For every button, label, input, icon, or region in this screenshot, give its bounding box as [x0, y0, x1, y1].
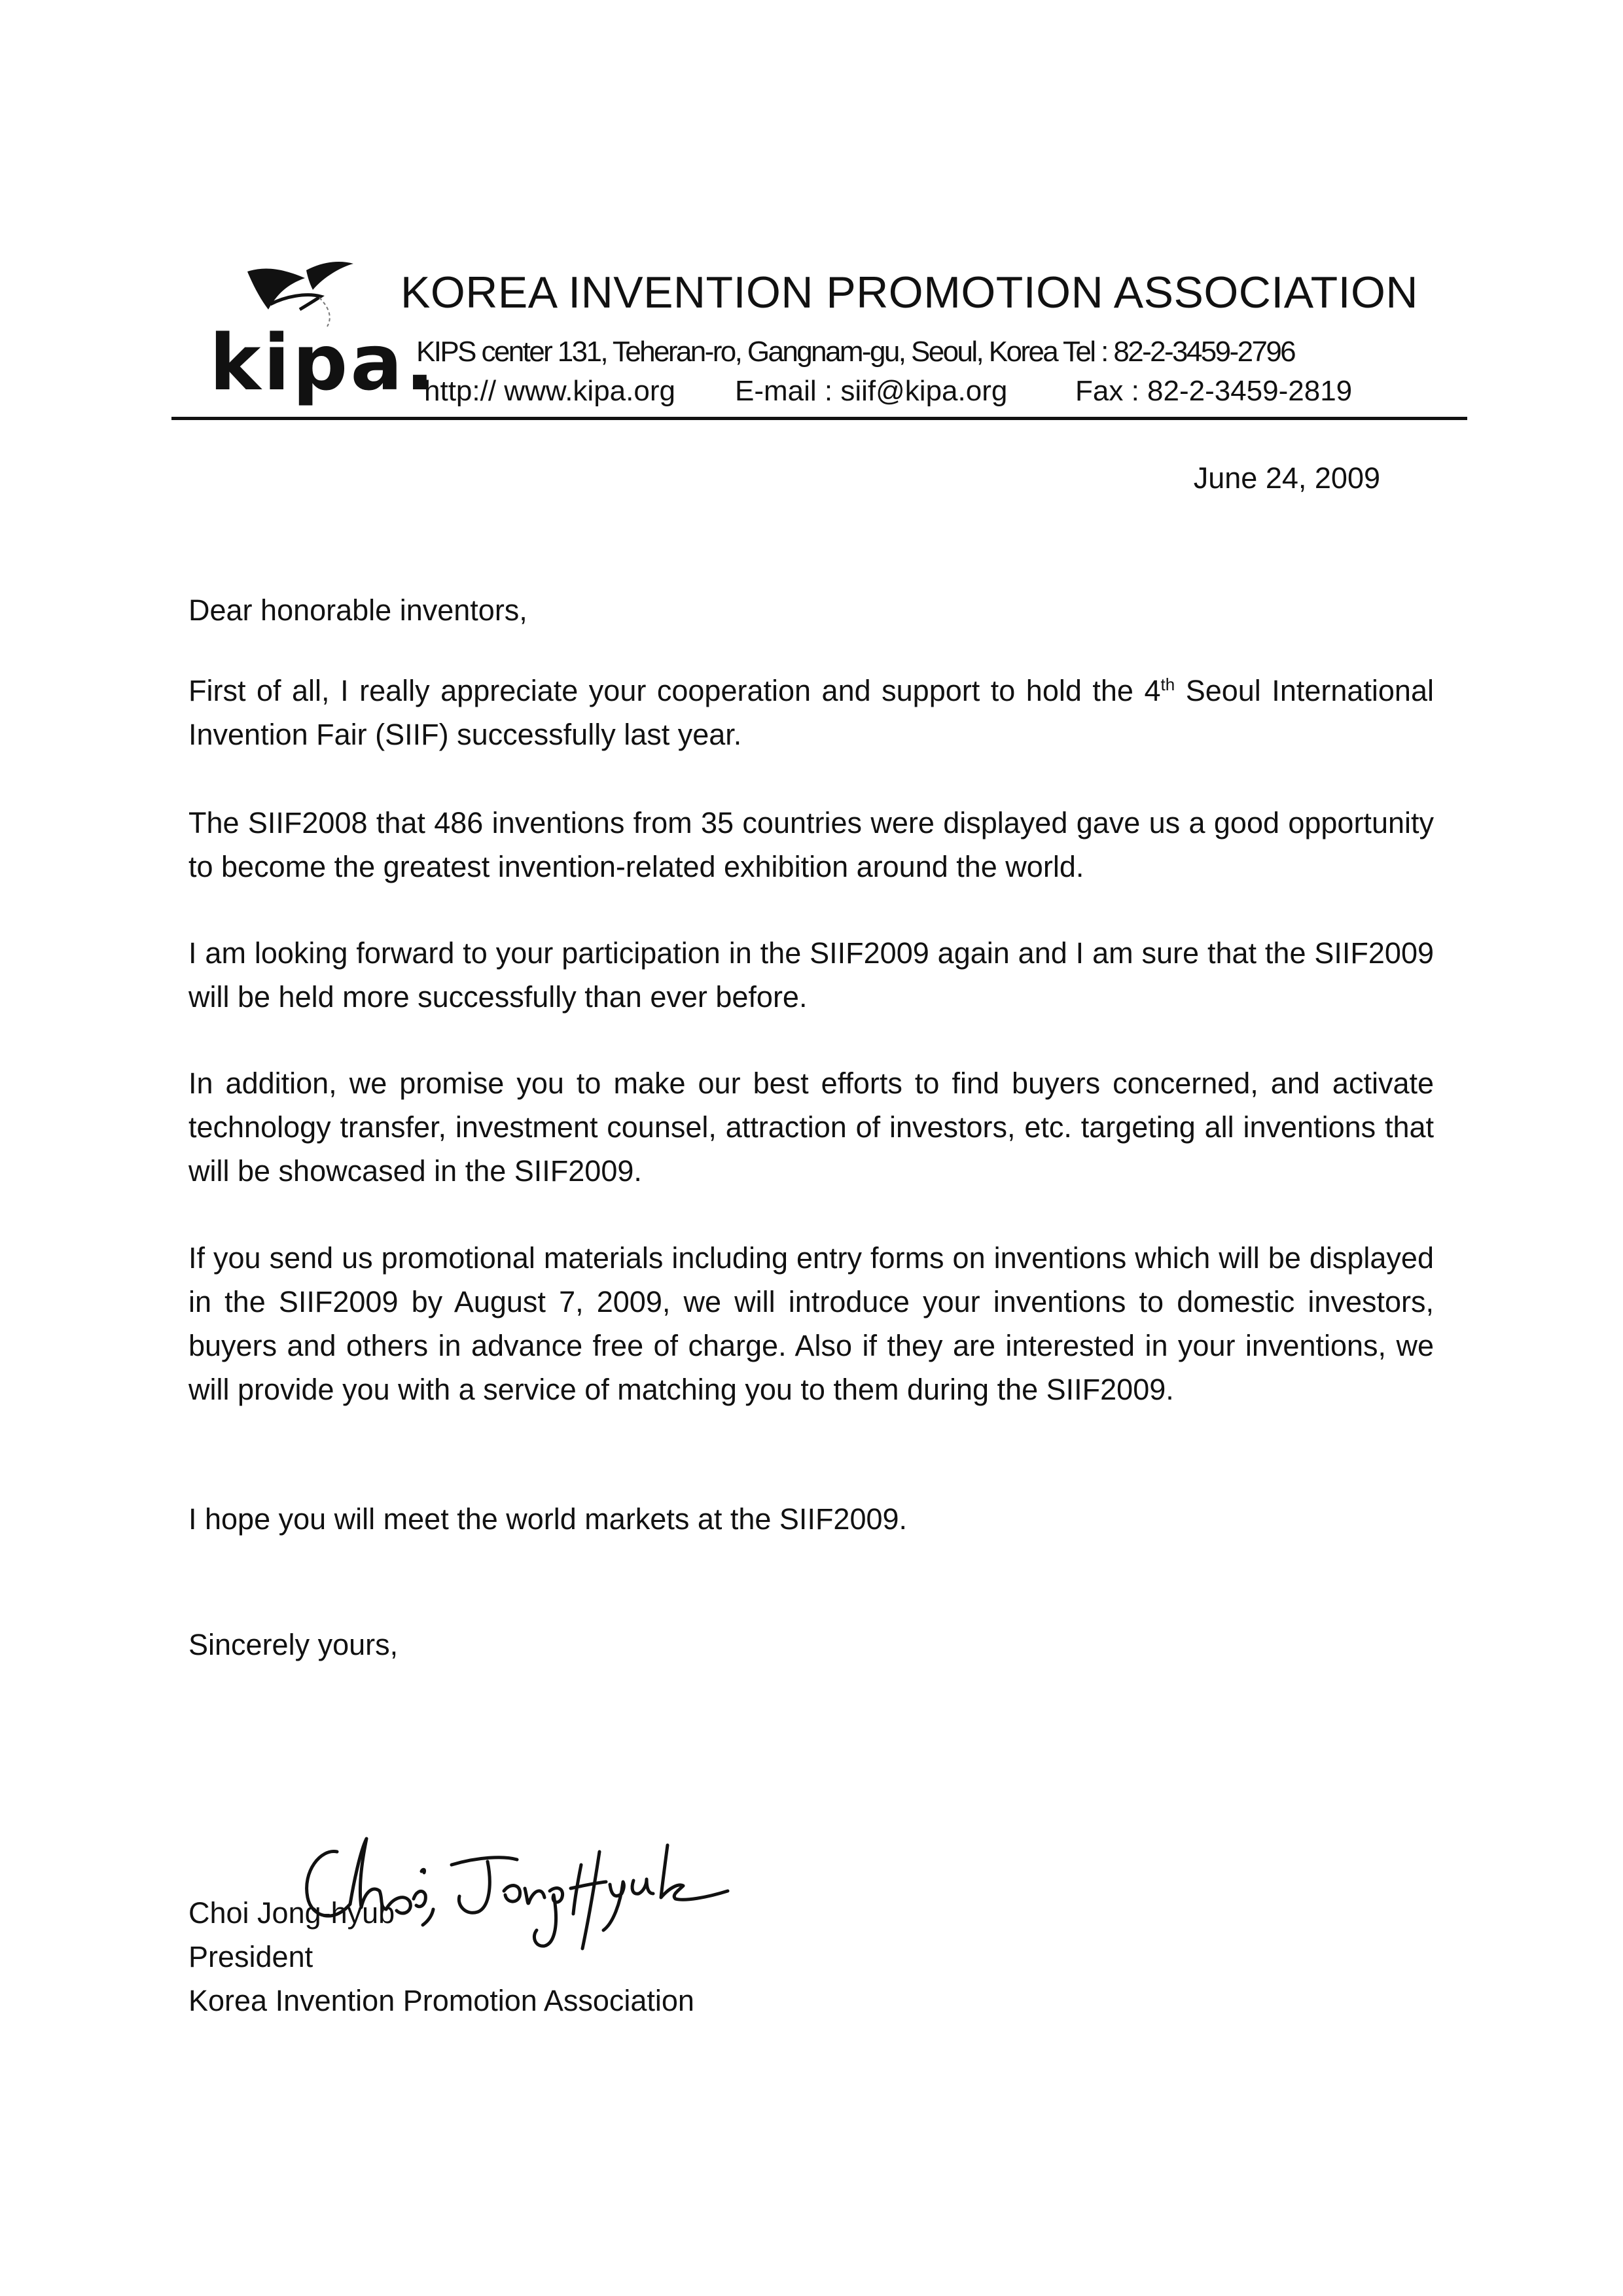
- signer-title: President: [188, 1940, 313, 1973]
- paragraph-appreciation: First of all, I really appreciate your cooperation and support to hold the 4th Seoul International Invention Fair (SIIF) successfully last year.: [188, 674, 1434, 751]
- paragraph-promise: In addition, we promise you to make our best efforts to find buyers concerned, and activate technology transfer, investment counsel, attraction of investors, etc. targeting all inventions that will be showcased in the SIIF2009.: [188, 1067, 1434, 1188]
- signer-organization: Korea Invention Promotion Association: [188, 1984, 694, 2017]
- salutation: Dear honorable inventors,: [188, 593, 527, 627]
- letter-date: June 24, 2009: [1193, 461, 1380, 495]
- paragraph-world-markets: I hope you will meet the world markets at the SIIF2009.: [188, 1502, 908, 1536]
- closing: Sincerely yours,: [188, 1628, 399, 1661]
- organization-address: KIPS center 131, Teheran-ro, Gangnam-gu, Seoul, Korea Tel : 82-2-3459-2796: [416, 336, 1295, 368]
- kipa-logo: [208, 258, 437, 409]
- paragraph-siif2008: The SIIF2008 that 486 inventions from 35 countries were displayed gave us a good opportunity to become the greatest invention-related exhibition around the world.: [188, 806, 1434, 883]
- paragraph-promotional-materials: If you send us promotional materials including entry forms on inventions which will be displayed in the SIIF2009 by August 7, 2009, we will introduce your inventions to domestic investors, buyers and others in advance free of charge. Also if they are interested in your inventions, we will provide you with a service of matching you to them during the SIIF2009.: [188, 1241, 1434, 1406]
- svg-text:kipa.: kipa.: [209, 317, 437, 408]
- signer-name: Choi Jong-hyub: [188, 1896, 395, 1930]
- signature-block: [188, 1891, 694, 2022]
- organization-name: KOREA INVENTION PROMOTION ASSOCIATION: [401, 268, 1419, 317]
- fax-number: Fax : 82-2-3459-2819: [1075, 375, 1353, 407]
- website-link[interactable]: http:// www.kipa.org: [424, 375, 675, 407]
- email-link[interactable]: E-mail : siif@kipa.org: [735, 375, 1008, 407]
- organization-contact: [424, 375, 1352, 408]
- letterhead-divider: [171, 417, 1467, 420]
- paragraph-participation: I am looking forward to your participation in the SIIF2009 again and I am sure that the SIIF2009 will be held more successfully than ever before.: [188, 936, 1434, 1014]
